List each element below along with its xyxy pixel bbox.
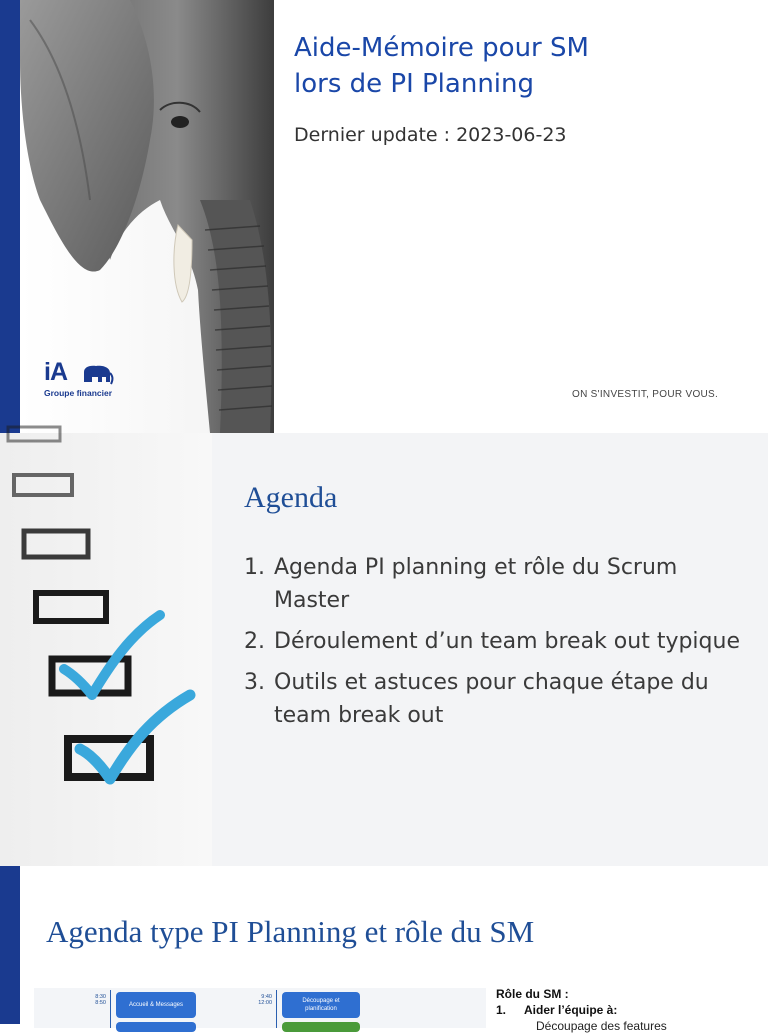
role-item-number: 1.	[496, 1003, 507, 1017]
brand-bar	[0, 0, 20, 433]
tagline: ON S'INVESTIT, POUR VOUS.	[572, 389, 719, 400]
timeline-line	[110, 990, 111, 1028]
logo-wordmark: iA	[44, 358, 67, 386]
ia-logo	[44, 358, 124, 402]
schedule-time	[246, 994, 272, 1006]
role-title: Rôle du SM :	[496, 987, 569, 1001]
schedule-block: Découpage et planification	[282, 992, 360, 1018]
last-update-text: Dernier update : 2023-06-23	[294, 124, 567, 146]
role-sub-item: Découpage des features	[536, 1019, 667, 1033]
agenda-item-text: Outils et astuces pour chaque étape du team break out	[274, 670, 709, 728]
brand-bar	[0, 866, 20, 1024]
schedule-block-next	[116, 1022, 196, 1032]
schedule-block: Accueil & Messages	[116, 992, 196, 1018]
agenda-heading: Agenda	[244, 481, 338, 514]
title-line-2: lors de PI Planning	[294, 69, 535, 99]
checklist-illustration	[0, 433, 212, 866]
title-line-1: Aide-Mémoire pour SM	[294, 33, 589, 63]
agenda-item-text: Déroulement d’un team break out typique	[274, 629, 740, 654]
agenda-item-number: 3.	[244, 670, 265, 695]
agenda-item	[244, 666, 754, 732]
time-end: 12:00	[258, 1000, 272, 1006]
elephant-logo-icon	[80, 364, 114, 386]
time-start: 8:30	[95, 994, 106, 1000]
agenda-list	[244, 551, 754, 740]
role-item	[496, 1002, 768, 1018]
slide-heading: Agenda type PI Planning et rôle du SM	[46, 914, 535, 949]
logo-subtext: Groupe financier	[44, 388, 113, 398]
agenda-item-text: Agenda PI planning et rôle du Scrum Master	[274, 555, 678, 613]
agenda-item	[244, 625, 754, 658]
pi-planning-agenda-slide	[0, 866, 768, 1033]
agenda-item-number: 2.	[244, 629, 265, 654]
title-slide	[0, 0, 768, 433]
checklist-photo	[0, 433, 212, 866]
schedule-block-next	[282, 1022, 360, 1032]
timeline-line	[276, 990, 277, 1028]
schedule-time	[80, 994, 106, 1006]
presentation-title	[294, 30, 734, 102]
time-start: 9:40	[261, 994, 272, 1000]
agenda-item	[244, 551, 754, 617]
sm-role-panel	[496, 986, 768, 1034]
role-item-text: Aider l’équipe à:	[524, 1003, 618, 1017]
agenda-item-number: 1.	[244, 555, 265, 580]
schedule-diagram	[34, 988, 486, 1028]
time-end: 8:50	[95, 1000, 106, 1006]
agenda-slide	[0, 433, 768, 866]
